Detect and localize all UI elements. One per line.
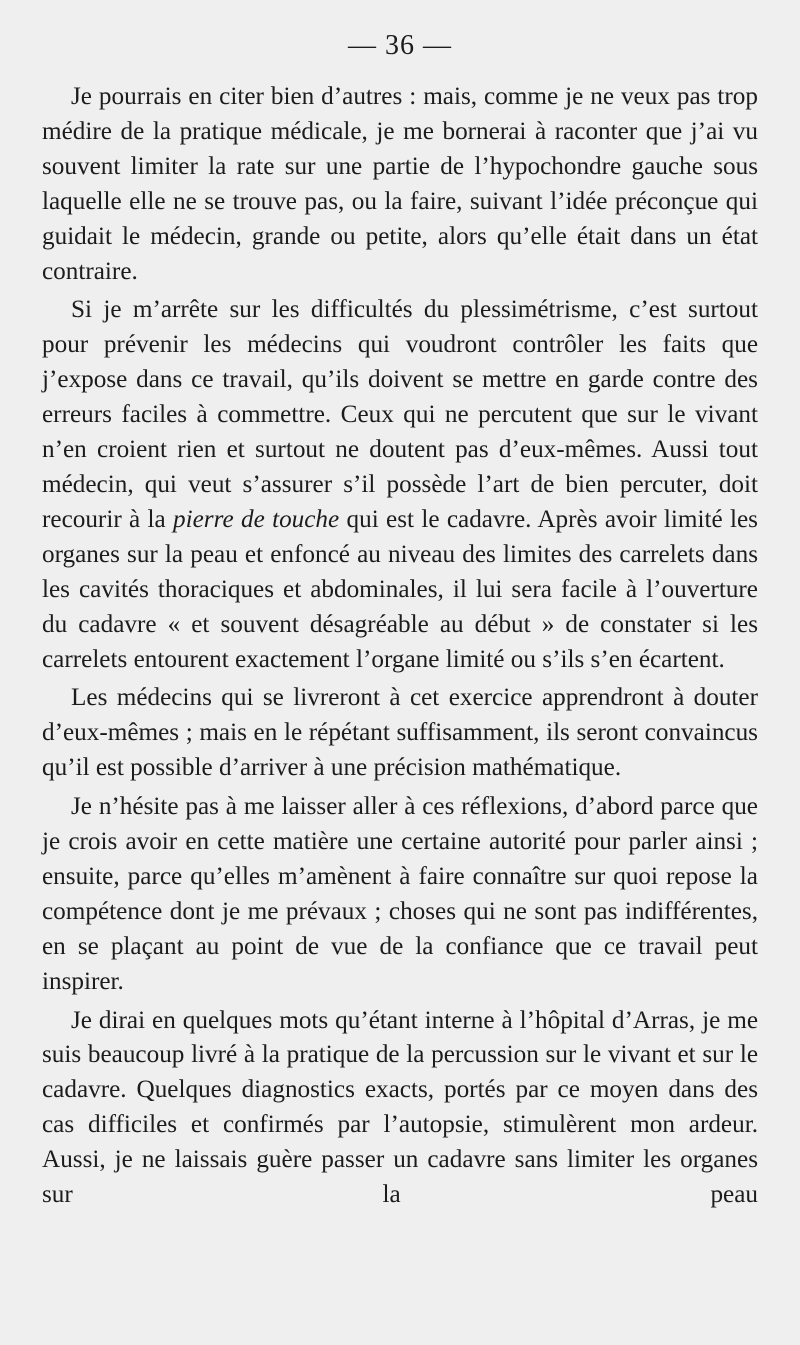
paragraph-2-text-end: qui est le cadavre. Après avoir limité les organes sur la peau et enfoncé au niveau des limites des carrelets dans les cavités thoraciques et abdominales, il lui sera facile à l’ouverture du cadavre « et souvent désagréable au début » de constater si les carrelets entourent exactement l’organe limité ou s’ils s’en écartent.	[42, 505, 758, 673]
page-number: — 36 —	[348, 30, 452, 61]
paragraph-1: Je pourrais en citer bien d’autres : mais, comme je ne veux pas trop médire de la pratique médicale, je me bornerai à raconter que j’ai vu souvent limiter la rate sur une partie de l’hypochondre gauche sous laquelle elle ne se trouve pas, ou la faire, suivant l’idée préconçue qui guidait le médecin, grande ou petite, alors qu’elle était dans un état contraire.	[42, 83, 758, 285]
paragraph-2	[42, 293, 758, 677]
paragraph-3: Les médecins qui se livreront à cet exercice apprendront à douter d’eux-mêmes ; mais en le répétant suffisamment, ils seront convaincus qu’il est possible d’arriver à une précision mathématique.	[42, 684, 758, 782]
paragraph-4: Je n’hésite pas à me laisser aller à ces réflexions, d’abord parce que je crois avoir en cette matière une certaine autorité pour parler ainsi ; ensuite, parce qu’elles m’amènent à faire connaître sur quoi repose la compétence dont je me prévaux ; choses qui ne sont pas indifférentes, en se plaçant au point de vue de la confiance que ce travail peut inspirer.	[42, 793, 758, 995]
paragraph-2-text-start: Si je m’arrête sur les difficultés du plessimétrisme, c’est surtout pour prévenir les médecins qui voudront contrôler les faits que j’expose dans ce travail, qu’ils doivent se mettre en garde contre des erreurs faciles à commettre. Ceux qui ne percutent que sur le vivant n’en croient rien et surtout ne doutent pas d’eux-mêmes. Aussi tout médecin, qui veut s’assurer s’il possède l’art de bien percuter, doit recourir à la	[42, 296, 758, 533]
paragraph-5: Je dirai en quelques mots qu’étant interne à l’hôpital d’Arras, je me suis beaucoup livré à la pratique de la percussion sur le vivant et sur le cadavre. Quelques diagnostics exacts, portés par ce moyen dans des cas difficiles et confirmés par l’autopsie, stimulèrent mon ardeur. Aussi, je ne laissais guère passer un cadavre sans limiter les organes sur la peau	[42, 1006, 758, 1209]
text-body	[42, 80, 758, 1213]
paragraph-2-italic-phrase: pierre de touche	[173, 505, 340, 533]
